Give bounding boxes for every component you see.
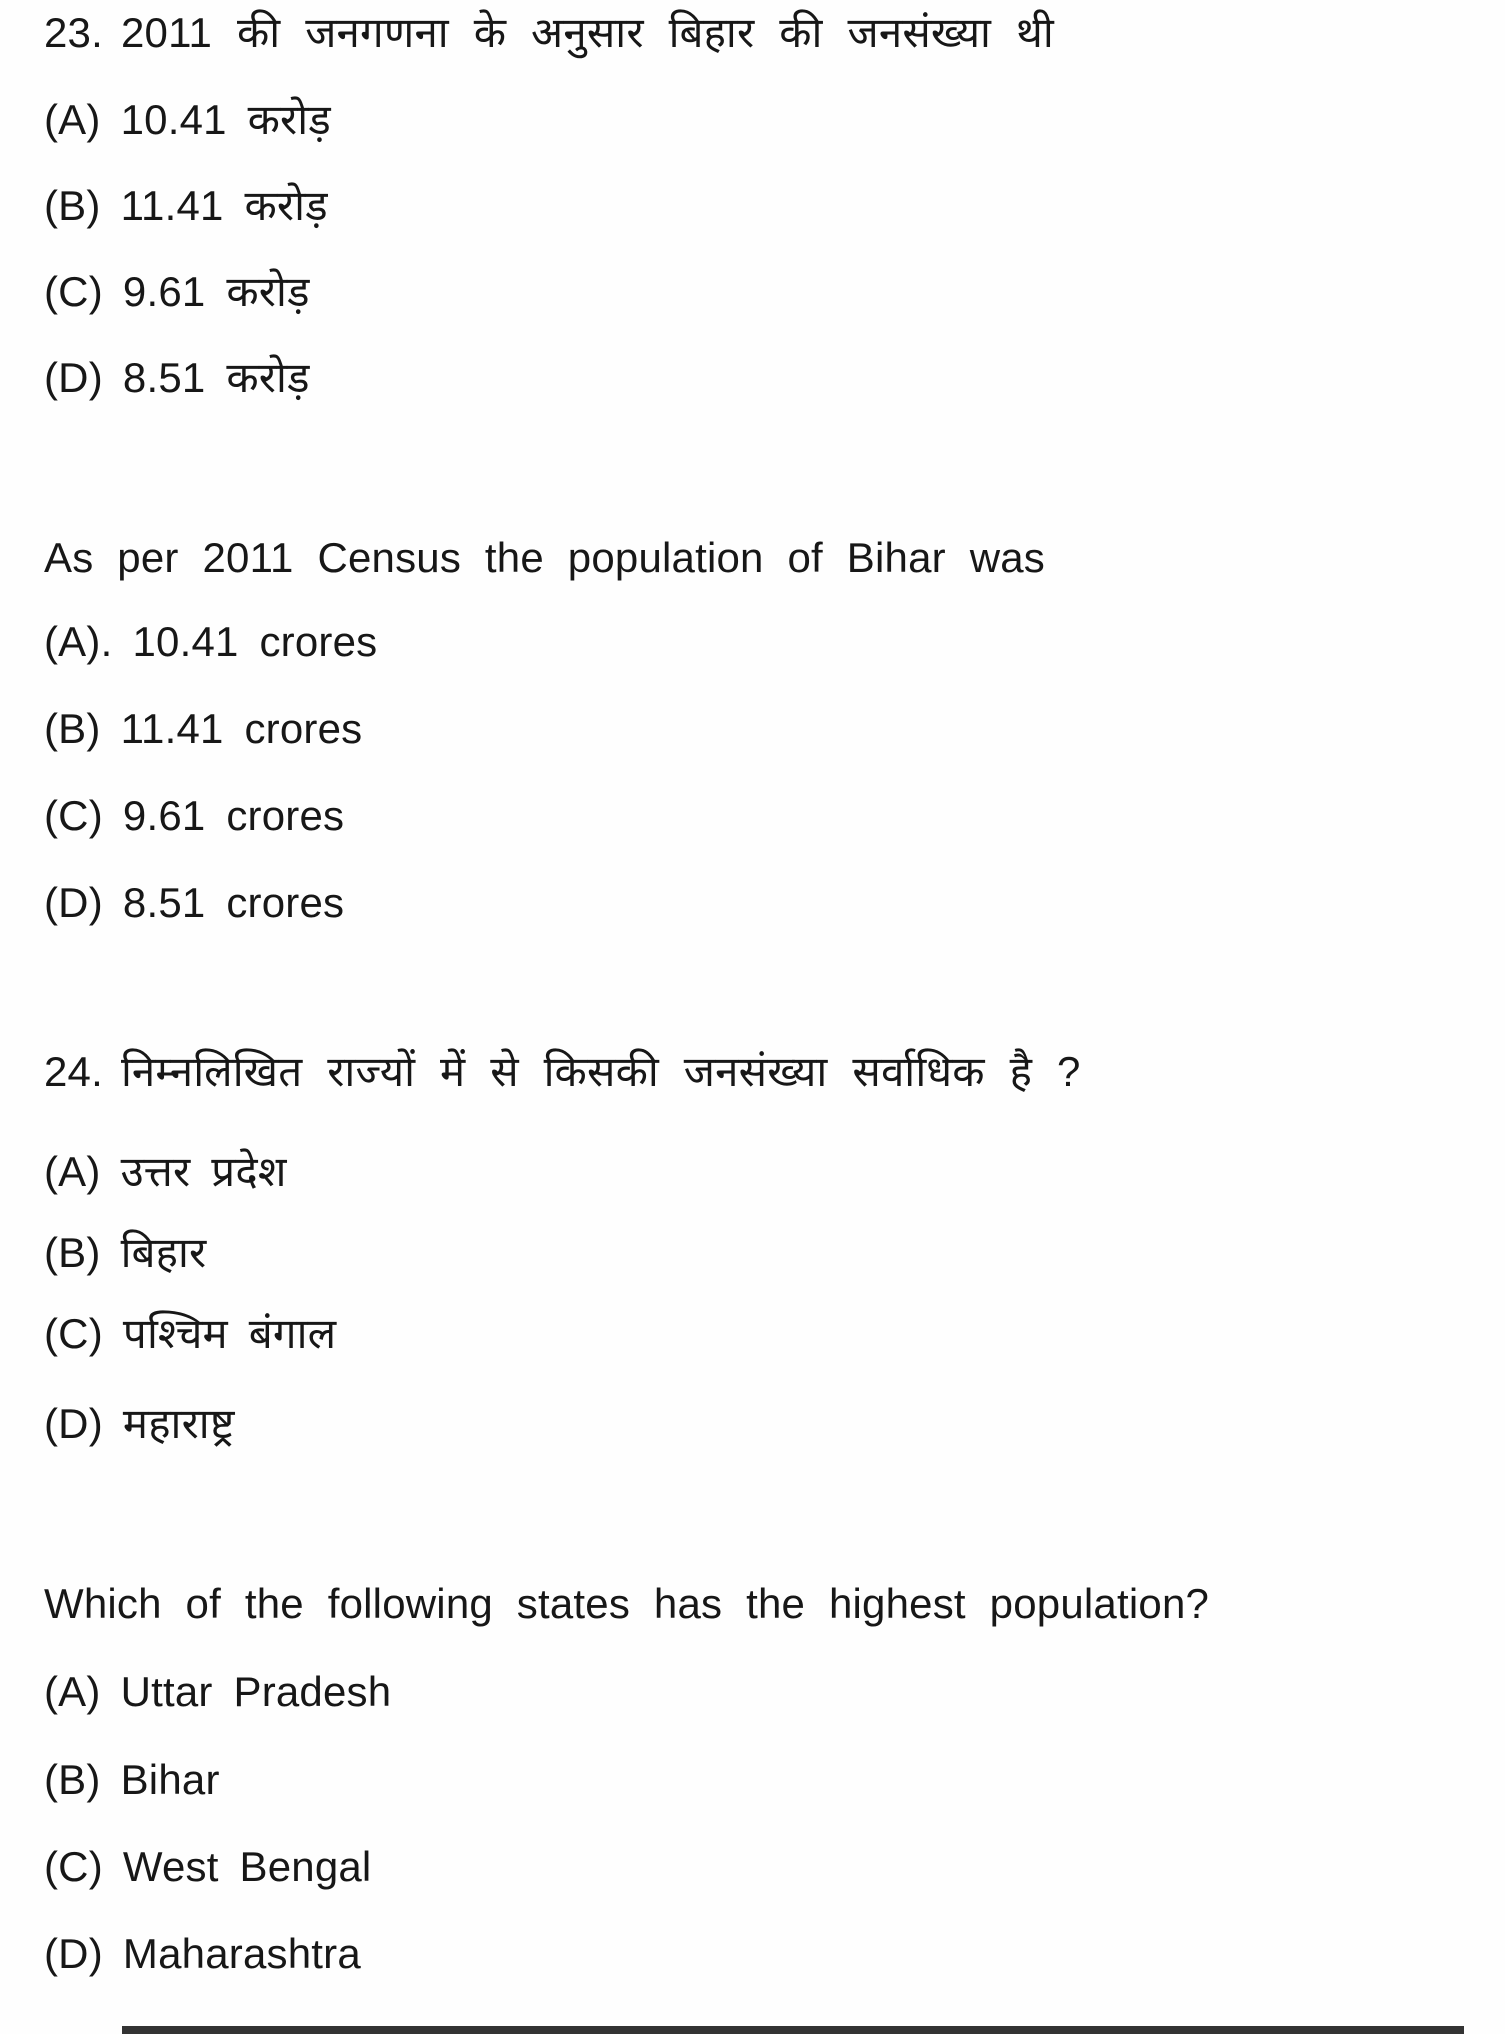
q23-english-option-a-label: (A). — [44, 618, 113, 665]
q23-hindi-option-c-text: 9.61 करोड़ — [122, 268, 310, 315]
q23-english-option-d — [44, 875, 344, 931]
q23-hindi-question — [44, 5, 1054, 61]
q23-hindi-question-text: 2011 की जनगणना के अनुसार बिहार की जनसंख्या थी — [121, 9, 1054, 56]
q23-english-option-d-text: 8.51 crores — [122, 879, 345, 926]
q24-english-option-a-label: (A) — [44, 1668, 101, 1715]
q24-number: 24. — [44, 1048, 103, 1095]
q24-hindi-option-b — [44, 1225, 206, 1281]
q24-hindi-question-text: निम्नलिखित राज्यों में से किसकी जनसंख्या सर्वाधिक है ? — [121, 1048, 1081, 1095]
q23-hindi-option-a — [44, 92, 331, 148]
q24-hindi-question — [44, 1044, 1081, 1100]
page-divider-bar — [122, 2026, 1464, 2034]
q23-english-question-text: As per 2011 Census the population of Bihar was — [44, 534, 1045, 581]
q24-english-option-b — [44, 1752, 220, 1808]
q23-hindi-option-d-label: (D) — [44, 354, 103, 401]
q23-hindi-option-d — [44, 350, 310, 406]
q23-english-option-b-text: 11.41 crores — [120, 705, 363, 752]
q24-hindi-option-a-text: उत्तर प्रदेश — [120, 1148, 287, 1195]
q23-english-option-c-label: (C) — [44, 792, 103, 839]
q24-english-option-d — [44, 1926, 361, 1982]
q23-english-option-d-label: (D) — [44, 879, 103, 926]
q23-english-option-c — [44, 788, 344, 844]
q23-hindi-option-c — [44, 264, 310, 320]
q23-english-option-a-text: 10.41 crores — [132, 618, 378, 665]
q24-english-question — [44, 1576, 1209, 1632]
q23-hindi-option-c-label: (C) — [44, 268, 103, 315]
q24-english-option-c-text: West Bengal — [122, 1843, 372, 1890]
q23-hindi-option-d-text: 8.51 करोड़ — [122, 354, 310, 401]
q23-hindi-option-b-label: (B) — [44, 182, 101, 229]
q23-english-option-b-label: (B) — [44, 705, 101, 752]
q24-english-option-d-label: (D) — [44, 1930, 103, 1977]
q23-english-option-a — [44, 614, 377, 670]
q23-english-option-c-text: 9.61 crores — [122, 792, 345, 839]
q24-english-option-c-label: (C) — [44, 1843, 103, 1890]
q24-hindi-option-b-label: (B) — [44, 1229, 101, 1276]
q23-hindi-option-b — [44, 178, 328, 234]
q24-hindi-option-d-label: (D) — [44, 1400, 103, 1447]
q24-english-option-d-text: Maharashtra — [122, 1930, 361, 1977]
q23-hindi-option-a-label: (A) — [44, 96, 101, 143]
q24-english-option-b-label: (B) — [44, 1756, 101, 1803]
q24-hindi-option-a — [44, 1144, 287, 1200]
q24-hindi-option-d — [44, 1396, 235, 1452]
q24-hindi-option-c-text: पश्चिम बंगाल — [122, 1310, 337, 1357]
q23-hindi-option-a-text: 10.41 करोड़ — [120, 96, 331, 143]
q24-hindi-option-c — [44, 1306, 336, 1362]
q24-hindi-option-b-text: बिहार — [120, 1229, 207, 1276]
q23-english-option-b — [44, 701, 362, 757]
q24-english-option-b-text: Bihar — [120, 1756, 220, 1803]
q24-hindi-option-d-text: महाराष्ट्र — [122, 1400, 235, 1447]
q24-english-option-a — [44, 1664, 391, 1720]
q24-english-question-text: Which of the following states has the highest population? — [44, 1580, 1210, 1627]
q24-hindi-option-c-label: (C) — [44, 1310, 103, 1357]
q24-english-option-c — [44, 1839, 371, 1895]
q24-hindi-option-a-label: (A) — [44, 1148, 101, 1195]
q23-number: 23. — [44, 9, 103, 56]
q23-english-question — [44, 530, 1045, 586]
q24-english-option-a-text: Uttar Pradesh — [120, 1668, 392, 1715]
q23-hindi-option-b-text: 11.41 करोड़ — [120, 182, 328, 229]
